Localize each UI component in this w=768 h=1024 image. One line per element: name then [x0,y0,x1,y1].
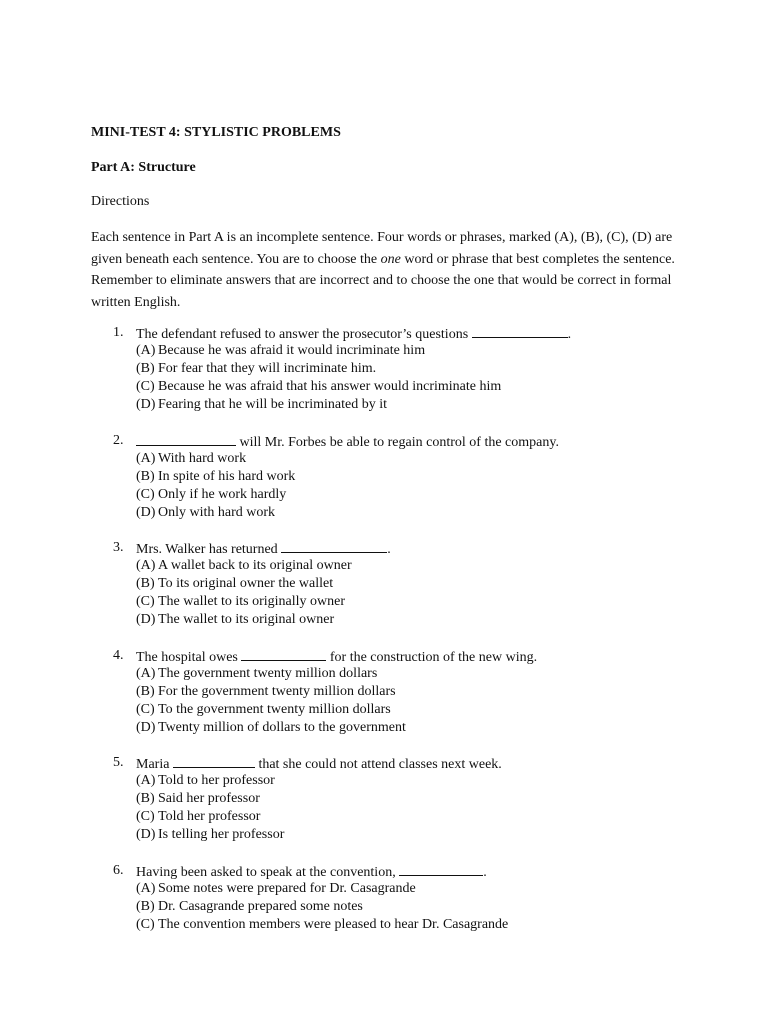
directions-text-end: word or phrase that best completes the sentence. Remember to eliminate answers that are incorrect and to choose the one that would be correct in formal written English. [91,251,675,310]
option-a [136,665,681,683]
option-text: To the government twenty million dollars [158,701,391,717]
option-text: Dr. Casagrande prepared some notes [158,898,363,914]
question-stem [136,324,681,342]
stem-after: that she could not attend classes next week. [254,757,502,772]
option-a [136,880,681,898]
directions-emphasis: one [380,251,401,267]
option-b [136,898,681,916]
stem-after: . [567,327,572,342]
option-b [136,790,681,808]
option-text: Only if he work hardly [158,486,287,502]
option-c [136,593,681,611]
option-a [136,772,681,790]
option-text: In spite of his hard work [158,468,296,484]
option-text: For the government twenty million dollars [158,683,396,699]
answer-blank [472,324,568,338]
question-stem [136,862,681,880]
directions-text-start: Each sentence in Part A is an incomplete sentence. Four words or phrases, marked (A), (B), (C), (D) are given beneath each sentence. You are to choose the [91,230,673,267]
option-d [136,611,681,629]
option-b [136,468,681,486]
option-letter: (D) [136,719,156,735]
question-2 [91,432,681,522]
stem-after: will Mr. Forbes be able to regain control of the company. [236,434,559,450]
option-letter: (B) [136,468,155,484]
option-b [136,575,681,593]
answer-blank [136,432,236,446]
option-letter: (D) [136,397,156,412]
stem-before: The hospital owes [136,649,242,665]
option-letter: (C) [136,809,155,824]
option-text: Fearing that he will be incriminated by it [158,397,387,412]
stem-after: . [387,542,391,557]
option-text: To its original owner the wallet [158,576,334,591]
stem-after: for the construction of the new wing. [326,649,538,665]
option-text: With hard work [158,450,247,466]
question-5 [91,754,681,844]
option-text: A wallet back to its original owner [158,558,352,573]
option-d [136,396,681,414]
option-d [136,719,681,737]
part-heading: Part A: Structure [91,160,196,175]
option-text: Because he was afraid that his answer would incriminate him [158,379,502,394]
answer-blank [399,862,483,876]
question-number: 2. [113,432,124,448]
question-number: 1. [113,325,124,340]
document-title: MINI-TEST 4: STYLISTIC PROBLEMS [91,125,341,140]
option-b [136,360,681,378]
option-text: Said her professor [158,791,260,806]
question-4 [91,647,681,737]
stem-before: Mrs. Walker has returned [136,542,282,557]
option-b [136,683,681,701]
question-stem [136,432,681,450]
question-number: 3. [113,540,124,555]
stem-before: Maria [136,757,173,772]
option-c [136,701,681,719]
document-page [91,124,681,951]
question-3 [91,539,681,629]
option-text: Told her professor [158,809,261,824]
stem-before: The defendant refused to answer the prosecutor’s questions [136,327,472,342]
option-letter: (A) [136,558,156,573]
option-letter: (C) [136,916,155,932]
option-text: The convention members were pleased to hear Dr. Casagrande [158,916,509,932]
option-text: For fear that they will incriminate him. [158,361,377,376]
question-1 [91,324,681,414]
option-a [136,557,681,575]
directions-paragraph [91,227,676,313]
option-c [136,916,681,934]
option-letter: (C) [136,594,155,609]
option-text: Some notes were prepared for Dr. Casagrande [158,880,416,896]
question-stem [136,754,681,772]
option-text: The wallet to its original owner [158,612,335,627]
option-letter: (B) [136,361,155,376]
option-letter: (B) [136,898,155,914]
question-number: 4. [113,647,124,663]
question-number: 5. [113,755,124,770]
option-text: Told to her professor [158,773,275,788]
option-letter: (B) [136,576,155,591]
question-list [91,324,681,934]
option-text: Only with hard work [158,504,276,520]
option-text: The government twenty million dollars [158,665,378,681]
option-d [136,504,681,522]
question-stem [136,647,681,665]
answer-blank [241,647,326,661]
option-letter: (C) [136,486,155,502]
option-letter: (D) [136,612,156,627]
option-d [136,826,681,844]
directions-label: Directions [91,194,150,209]
question-number: 6. [113,862,124,878]
question-stem [136,539,681,557]
option-a [136,342,681,360]
option-letter: (B) [136,683,155,699]
option-text: The wallet to its originally owner [158,594,346,609]
option-letter: (D) [136,504,156,520]
option-c [136,808,681,826]
answer-blank [173,754,255,768]
option-letter: (B) [136,791,155,806]
option-letter: (D) [136,827,156,842]
option-text: Is telling her professor [158,827,285,842]
stem-before: Having been asked to speak at the convention, [136,864,400,880]
option-letter: (A) [136,343,156,358]
answer-blank [281,539,387,553]
option-c [136,486,681,504]
option-letter: (A) [136,880,156,896]
stem-after: . [483,864,487,880]
option-a [136,450,681,468]
option-text: Twenty million of dollars to the government [158,719,406,735]
option-c [136,378,681,396]
option-letter: (A) [136,665,156,681]
option-letter: (A) [136,773,156,788]
option-letter: (C) [136,379,155,394]
question-6 [91,862,681,934]
option-letter: (A) [136,450,156,466]
option-text: Because he was afraid it would incriminate him [158,343,426,358]
option-letter: (C) [136,701,155,717]
